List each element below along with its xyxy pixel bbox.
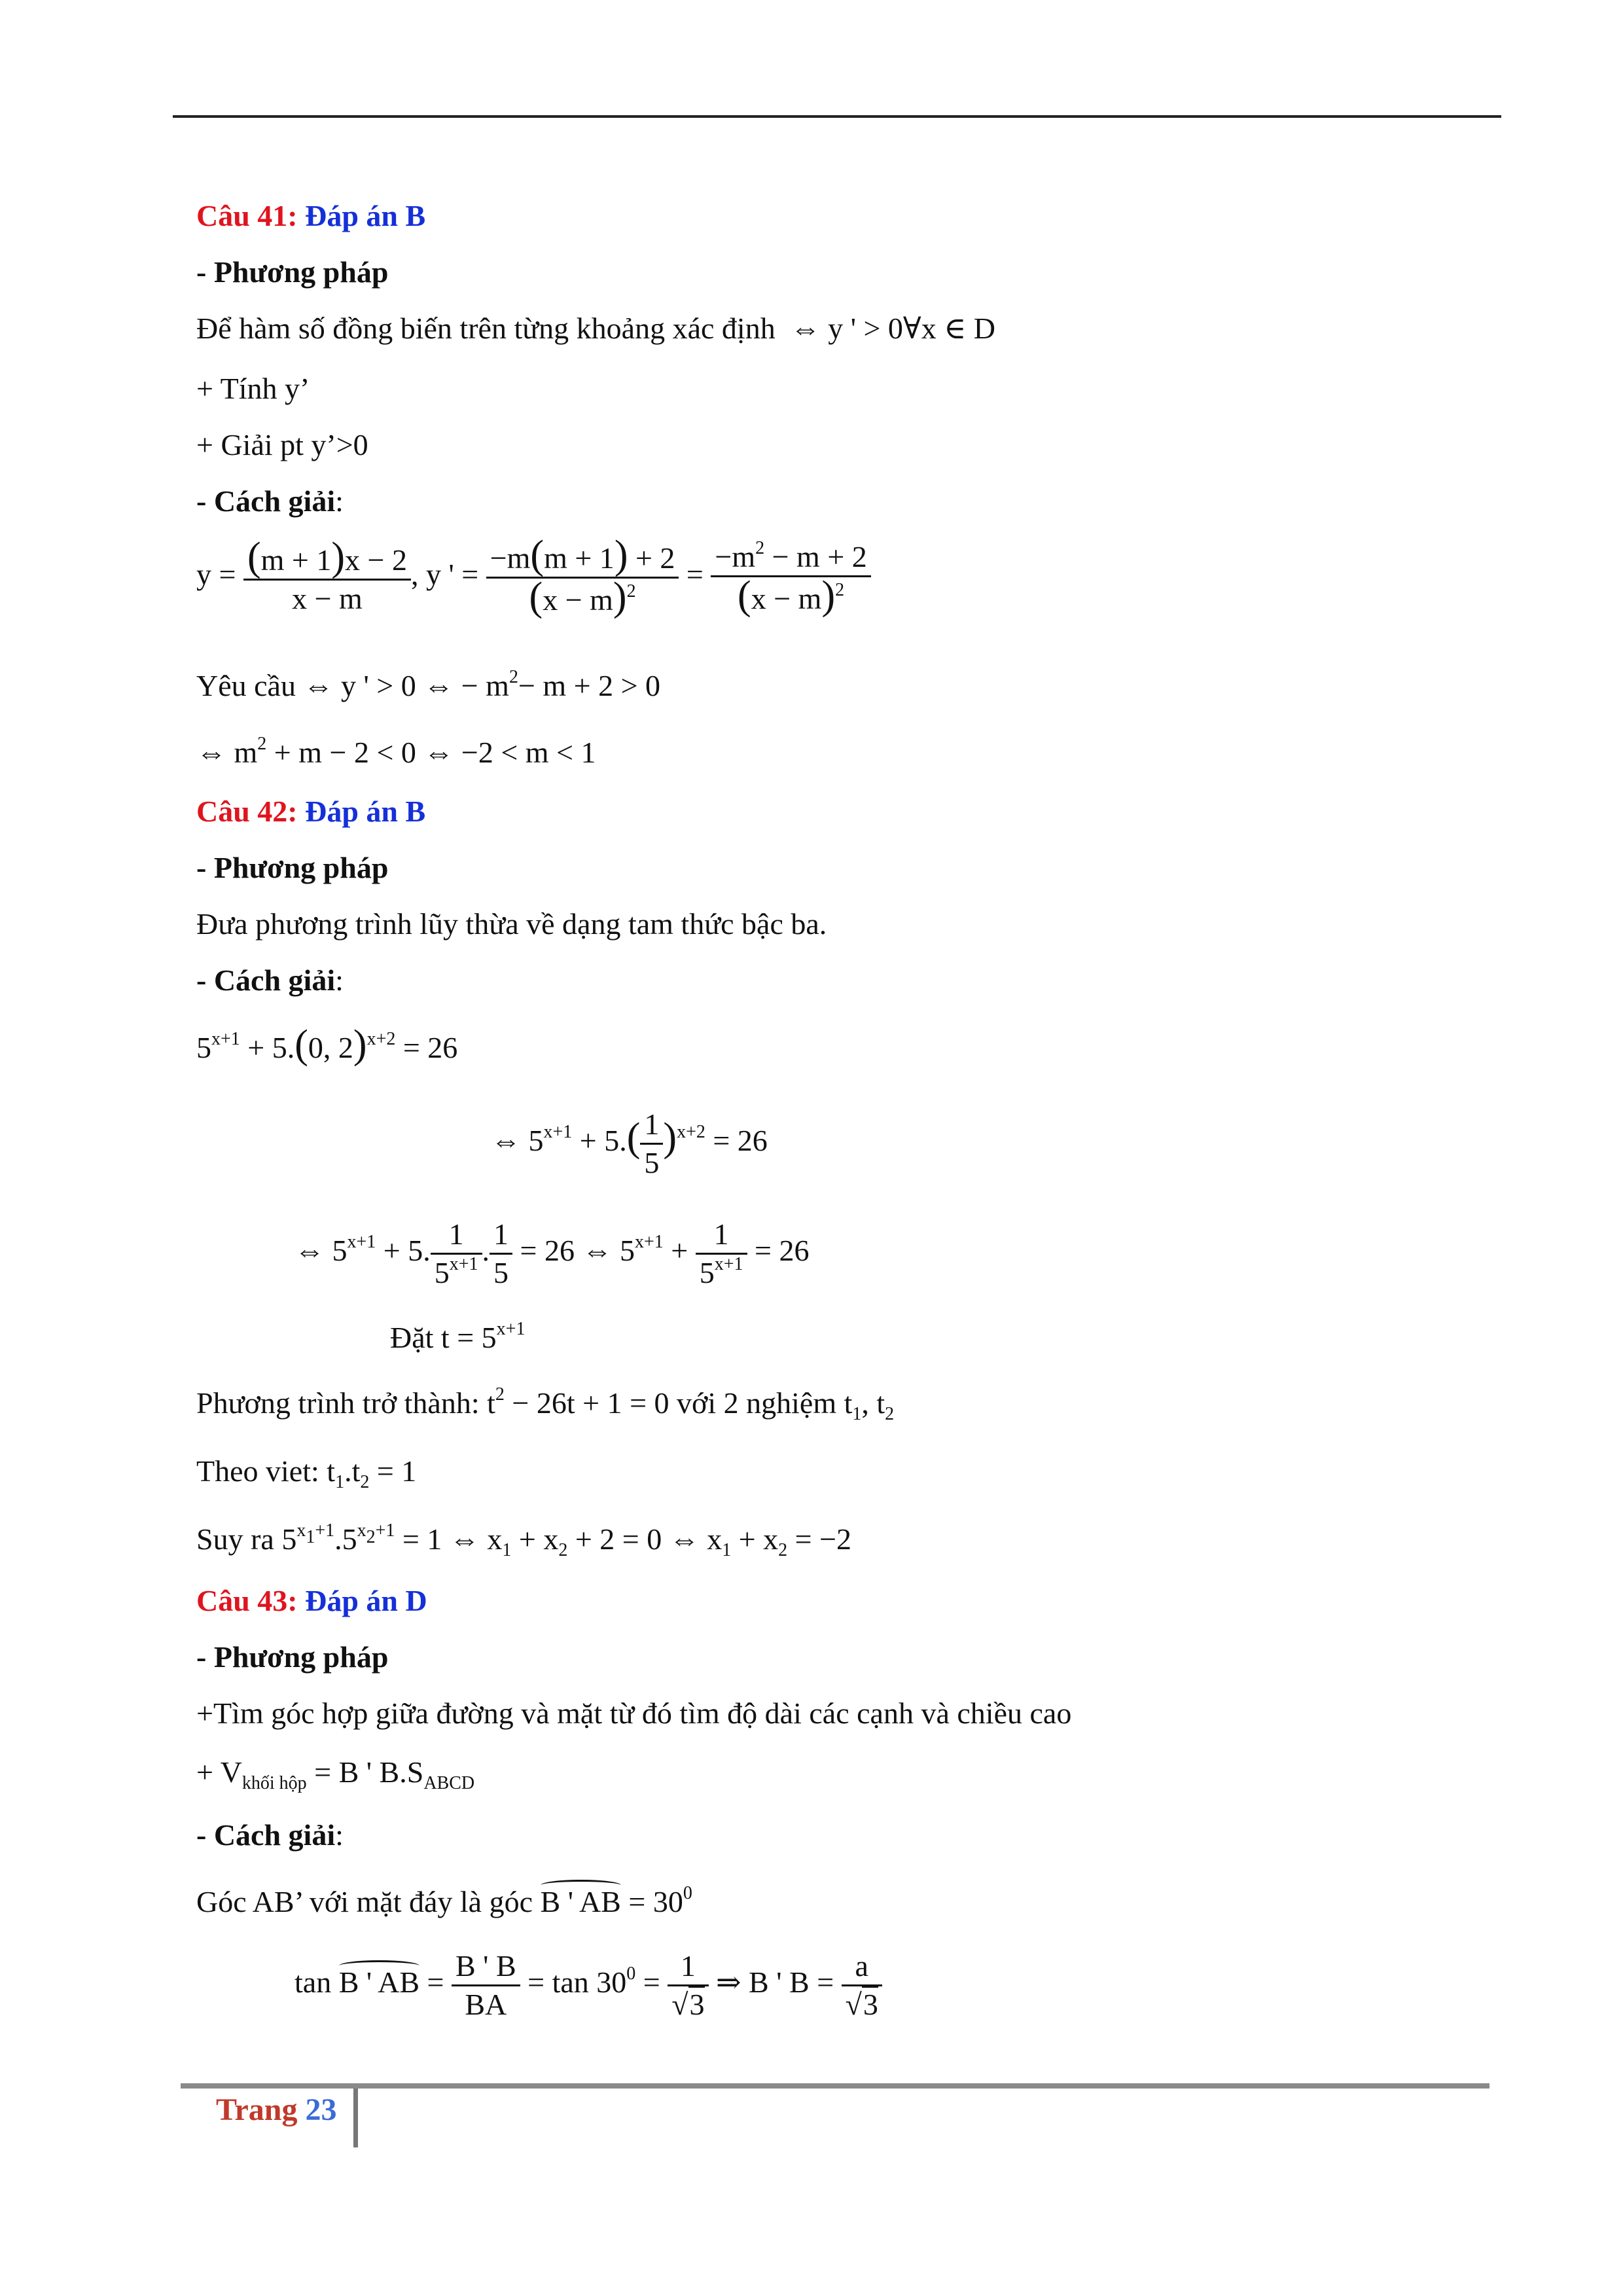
- solution-heading: - Cách giải:: [196, 963, 344, 997]
- viet-line: Theo viet: $t_1.t_2 = 1$: [196, 1454, 417, 1492]
- tangent-equation: tan B ' AB = $\frac{B ' B}{BA}$ = $\tan 30^0$ = $\frac{1}{√3}$ ⇒ B ' B = $\frac{a}{√3}$: [294, 1948, 882, 2023]
- question-42-heading: [196, 793, 425, 830]
- method-heading: - Phương pháp: [196, 1640, 389, 1674]
- answer-label: Đáp án B: [305, 199, 426, 232]
- inequality-line: ⇔ $m^2 + m - 2 < 0$ ⇔ −2 < m < 1: [196, 734, 596, 769]
- step-line: + Tính y’: [196, 372, 310, 405]
- question-number: Câu 41:: [196, 199, 298, 232]
- quadratic-line: Phương trình trở thành: $t^2 - 26t + 1 = 0$ với 2 nghiệm $t_1$, $t_2$: [196, 1384, 895, 1424]
- method-text: Đưa phương trình lũy thừa về dạng tam thức bậc ba.: [196, 907, 827, 941]
- equation-line: ⇔ $5^{x+1} + 5$. $\frac{1}{5^{x+1}}$ . $\frac{1}{5}$ = 26 ⇔ $5^{x+1}$ + $\frac{1}{5^{x+1}}$ = 26: [294, 1217, 810, 1289]
- angle-line: Góc AB’ với mặt đáy là góc B ' AB = $30^0$: [196, 1884, 692, 1920]
- footer-divider: [353, 2089, 358, 2147]
- page-number: Trang 23: [216, 2092, 337, 2127]
- method-heading: - Phương pháp: [196, 851, 389, 884]
- derivative-equation: y = $\frac{(m + 1)x - 2}{x - m}$ , y ' = $\frac{-m(m + 1) + 2}{(x - m)^2}$ = $\frac{-m^2 - m + 2}{(x - m)^2}$: [196, 537, 871, 619]
- conclusion-line: Suy ra $5^{x_1+1}.5^{x_2+1} = 1$ ⇔ $x_1 + x_2 + 2 = 0$ ⇔ $x_1 + x_2 = -2$: [196, 1520, 852, 1560]
- method-text: +Tìm góc hợp giữa đường và mặt từ đó tìm độ dài các cạnh và chiều cao: [196, 1696, 1072, 1730]
- requirement-line: Yêu cầu ⇔ y ' > 0 ⇔ − $m^2- m + 2 > 0$: [196, 667, 661, 702]
- question-41-heading: [196, 198, 425, 234]
- solution-heading: - Cách giải:: [196, 1818, 344, 1852]
- equation-line: ⇔ $5^{x+1} + 5$.( $\frac{1}{5}$ )$^{x+2}$ = 26: [491, 1107, 768, 1179]
- answer-label: Đáp án D: [305, 1584, 427, 1617]
- question-number: Câu 43:: [196, 1584, 298, 1617]
- step-line: + Giải pt y’>0: [196, 428, 368, 461]
- method-condition: ⇔ y ' > 0∀x ∈ D: [790, 312, 995, 345]
- footer-rule: [181, 2083, 1489, 2089]
- header-rule: [173, 115, 1501, 118]
- method-text: Để hàm số đồng biến trên từng khoảng xác định ⇔ y ' > 0∀x ∈ D: [196, 312, 995, 345]
- question-number: Câu 42:: [196, 795, 298, 828]
- answer-label: Đáp án B: [305, 795, 426, 828]
- volume-formula: + $V_{khối hộp} = B$ ' $B.S_{ABCD}$: [196, 1755, 475, 1793]
- substitution-line: Đặt $t = 5^{x+1}$: [390, 1319, 526, 1354]
- equation-line: $5^{x+1} + 5.(0$, 2)$^{x+2}$ = 26: [196, 1022, 458, 1067]
- question-43-heading: [196, 1583, 427, 1619]
- solution-heading: - Cách giải:: [196, 484, 344, 518]
- method-heading: - Phương pháp: [196, 255, 389, 289]
